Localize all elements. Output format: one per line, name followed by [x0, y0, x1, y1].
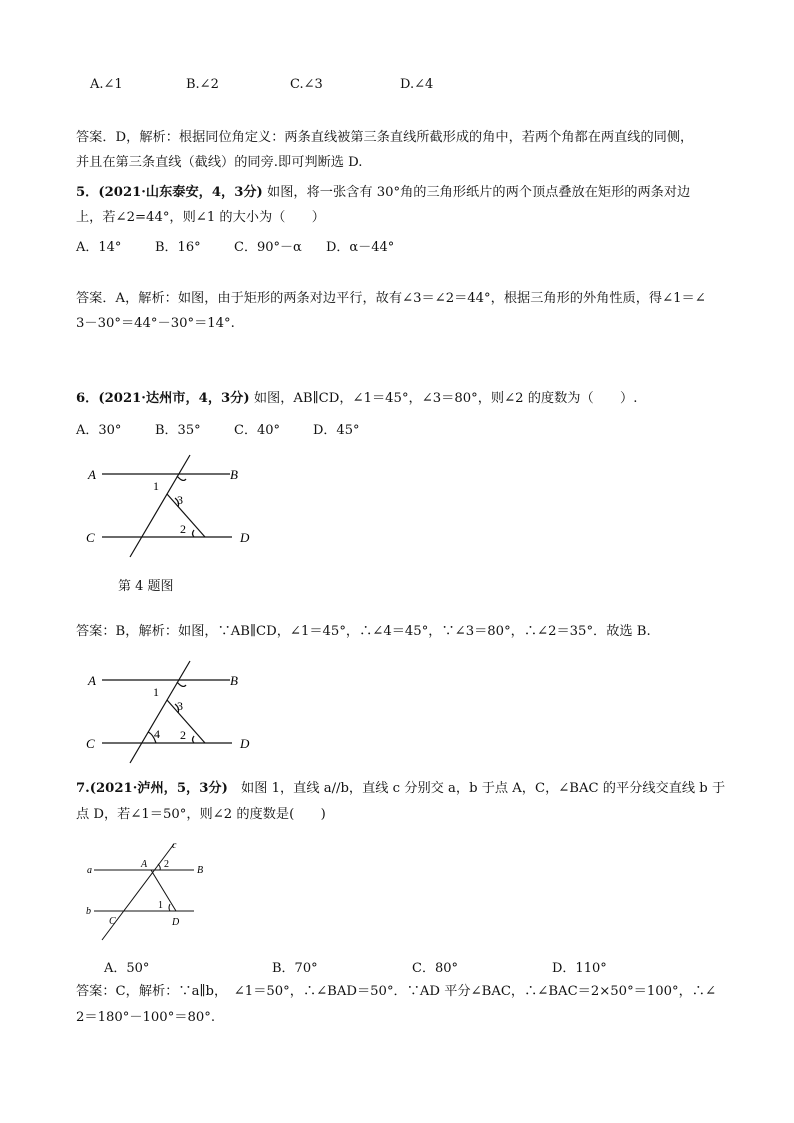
angle-side: [167, 700, 205, 743]
q6-option-d: D．45°: [313, 423, 360, 438]
arc-1: [169, 904, 170, 911]
q7-option-b: B．70°: [272, 961, 318, 976]
fig1-label-c: C: [86, 530, 95, 545]
fig1-label-3: 3: [177, 493, 183, 507]
fig3-label-b-line: b: [86, 906, 91, 917]
fig3-label-1: 1: [158, 900, 163, 911]
q6-question: [76, 389, 637, 409]
fig1-label-a: A: [88, 467, 96, 482]
q6-stem: 如图，AB∥CD，∠1＝45°，∠3＝80°，则∠2 的度数为（ ）.: [249, 391, 638, 406]
q4-option-c: C.∠3: [290, 77, 323, 92]
fig2-label-a: A: [88, 673, 96, 688]
q5-option-c: C．90°－α: [234, 240, 302, 255]
arc-1: [177, 682, 186, 686]
q6-answer-figure: [80, 658, 270, 766]
q6-figure: [80, 452, 270, 562]
q5-stem-line1: 如图，将一张含有 30°角的三角形纸片的两个顶点叠放在矩形的两条对边: [262, 185, 691, 200]
q6-answer: 答案：B，解析：如图，∵AB∥CD，∠1＝45°，∴∠4＝45°，∵∠3＝80°，∴∠2＝35°．故选 B.: [76, 624, 651, 639]
fig2-label-b: B: [230, 673, 238, 688]
q6-figure-caption: 第 4 题图: [118, 579, 174, 594]
arc-1: [177, 476, 186, 480]
q7-stem-line2: 点 D，若∠1＝50°，则∠2 的度数是( ): [76, 807, 326, 822]
fig3-label-a-point: A: [141, 859, 148, 870]
fig1-label-2: 2: [180, 522, 186, 536]
q5-answer-line2: 3－30°＝44°－30°＝14°.: [76, 316, 235, 331]
q7-option-d: D．110°: [552, 961, 607, 976]
fig3-label-2: 2: [164, 859, 169, 870]
fig2-label-3: 3: [177, 699, 183, 713]
q6-option-c: C．40°: [234, 423, 280, 438]
q4-option-a: A.∠1: [90, 77, 123, 92]
q4-option-b: B.∠2: [186, 77, 219, 92]
fig2-label-4: 4: [154, 727, 160, 741]
fig3-label-d-point: D: [172, 917, 180, 928]
q5-header: 5．(2021·山东泰安，4，3分): [76, 185, 263, 200]
q5-question-line1: [76, 183, 690, 203]
arc-2: [193, 530, 195, 537]
fig2-label-c: C: [86, 736, 95, 751]
q4-answer-line1: 答案．D，解析：根据同位角定义：两条直线被第三条直线所截形成的角中，若两个角都在两直线的同侧，: [76, 130, 694, 145]
arc-2: [158, 864, 160, 870]
bisector-ad: [151, 870, 176, 911]
q5-option-b: B．16°: [155, 240, 201, 255]
q6-option-b: B．35°: [155, 423, 201, 438]
q5-option-a: A．14°: [76, 240, 122, 255]
fig3-label-b-point: B: [197, 865, 204, 876]
q6-option-a: A．30°: [76, 423, 122, 438]
fig3-label-a-line: a: [87, 865, 92, 876]
q7-question-line1: [76, 779, 725, 799]
q6-header: 6．(2021·达州市，4，3分): [76, 391, 250, 406]
fig2-label-d: D: [240, 736, 250, 751]
q4-option-d: D.∠4: [400, 77, 434, 92]
fig1-label-d: D: [240, 530, 250, 545]
fig3-label-c-point: C: [109, 916, 116, 927]
fig3-label-c-line: c: [172, 840, 177, 851]
angle-side: [167, 494, 205, 537]
q7-option-c: C．80°: [412, 961, 458, 976]
fig2-label-2: 2: [180, 728, 186, 742]
q5-option-d: D．α－44°: [326, 240, 395, 255]
arc-2: [193, 736, 195, 743]
q7-option-a: A．50°: [104, 961, 150, 976]
fig1-label-1: 1: [153, 479, 159, 493]
q7-header: 7.(2021·泸州，5，3分): [76, 781, 228, 796]
q4-answer-line2: 并且在第三条直线（截线）的同旁.即可判断选 D.: [76, 155, 363, 170]
q5-answer-line1: 答案．A，解析：如图，由于矩形的两条对边平行，故有∠3＝∠2＝44°，根据三角形的外角性质，得∠1＝∠: [76, 291, 706, 306]
q7-answer-line2: 2＝180°－100°＝80°.: [76, 1010, 216, 1025]
fig2-label-1: 1: [153, 685, 159, 699]
q5-stem-line2: 上，若∠2=44°，则∠1 的大小为（ ）: [76, 210, 325, 225]
q7-stem-line1: 如图 1，直线 a//b，直线 c 分别交 a，b 于点 A，C，∠BAC 的平分线交直线 b 于: [227, 781, 726, 796]
q7-answer-line1: 答案：C，解析：∵a∥b， ∠1＝50°，∴∠BAD＝50°．∵AD 平分∠BAC，∴∠BAC＝2×50°＝100°，∴∠: [76, 984, 717, 999]
fig1-label-b: B: [230, 467, 238, 482]
q7-figure: [82, 838, 222, 946]
